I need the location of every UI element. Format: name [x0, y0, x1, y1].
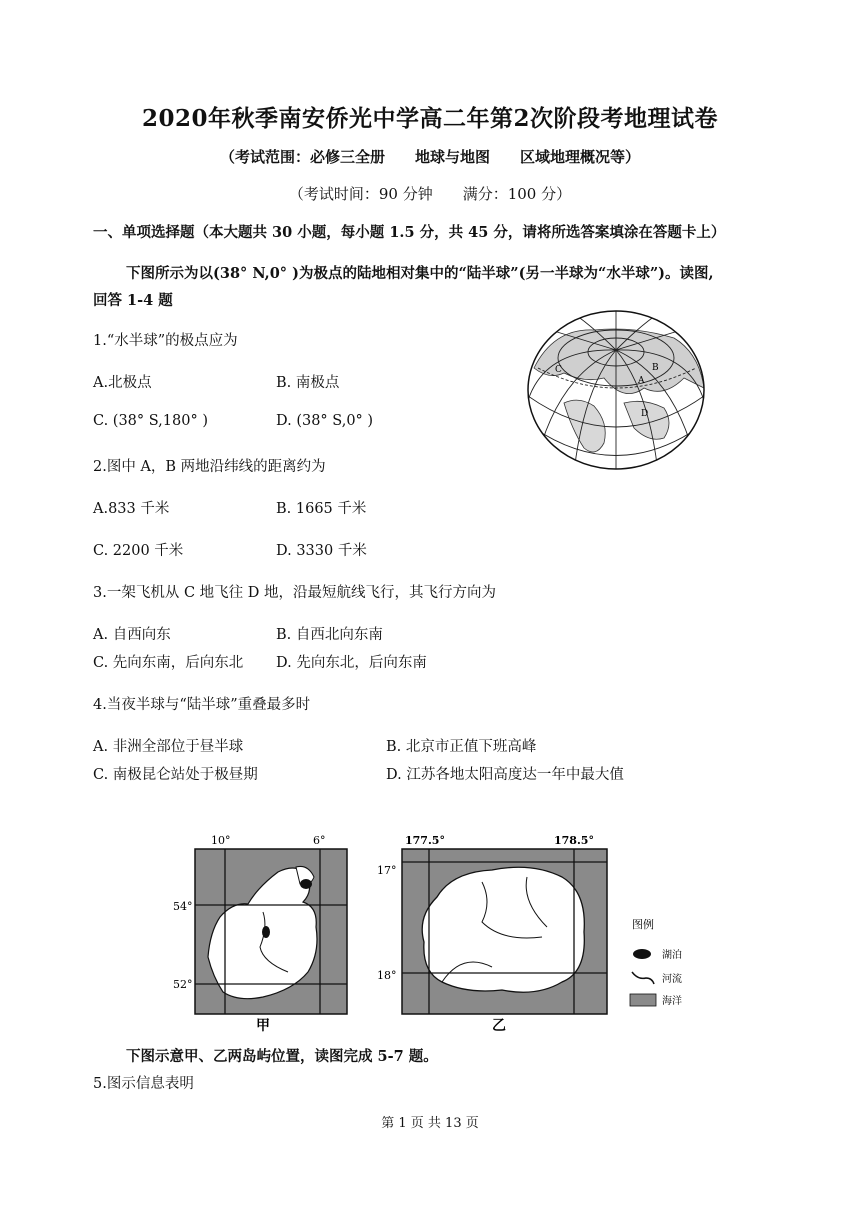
map-jia-lat-52: 52°: [173, 978, 193, 991]
map-yi-fiji: [372, 832, 622, 1032]
question-5-stem: 5.图示信息表明: [93, 1076, 194, 1092]
intro-q5-7: 下图示意甲、乙两岛屿位置，读图完成 5-7 题。: [126, 1048, 438, 1065]
map-jia-lat-54: 54°: [173, 900, 193, 913]
section-heading: 一、单项选择题（本大题共 30 小题，每小题 1.5 分，共 45 分，请将所选答案填涂在答题卡上）: [93, 224, 726, 241]
globe-label-d: D: [641, 409, 649, 419]
question-2-option-b: B. 1665 千米: [276, 501, 367, 517]
legend-lake-label: 湖泊: [662, 950, 682, 961]
map-jia-ireland: [168, 832, 358, 1032]
land-hemisphere-globe-figure: [524, 308, 708, 472]
map-jia-caption: 甲: [256, 1018, 270, 1032]
exam-time-score: （考试时间：90 分钟 满分：100 分）: [288, 185, 572, 203]
exam-scope: （考试范围：必修三全册 地球与地图 区域地理概况等）: [219, 148, 640, 166]
legend-river-label: 河流: [662, 974, 682, 985]
legend-ocean-label: 海洋: [662, 996, 682, 1007]
question-4-option-b: B. 北京市正值下班高峰: [386, 739, 537, 755]
map-jia-lon-10: 10°: [211, 834, 231, 847]
question-2-option-c: C. 2200 千米: [93, 543, 184, 559]
question-3-option-a: A. 自西向东: [93, 627, 171, 643]
legend-river-icon: [632, 972, 654, 984]
exam-title: 2020年秋季南安侨光中学高二年第2次阶段考地理试卷: [141, 105, 719, 132]
globe-label-a: A: [638, 376, 645, 386]
legend-title: 图例: [632, 918, 654, 931]
map-legend: [624, 912, 704, 1012]
map-yi-lat-17: 17°: [377, 864, 397, 877]
question-1-option-d: D. (38° S,0° ): [276, 413, 374, 429]
question-1-option-b: B. 南极点: [276, 375, 340, 391]
globe-label-b: B: [652, 363, 659, 373]
question-2-option-a: A.833 千米: [93, 501, 170, 517]
map-yi-lon-178-5: 178.5°: [554, 834, 594, 847]
map-yi-caption: 乙: [492, 1018, 506, 1032]
question-4-option-a: A. 非洲全部位于昼半球: [93, 739, 244, 755]
question-1-option-a: A.北极点: [93, 375, 152, 391]
map-yi-lon-177-5: 177.5°: [405, 834, 445, 847]
legend-lake-icon: [633, 949, 651, 959]
map-yi-lat-18: 18°: [377, 969, 397, 982]
question-3-stem: 3.一架飞机从 C 地飞往 D 地，沿最短航线飞行，其飞行方向为: [93, 585, 496, 601]
legend-ocean-icon: [630, 994, 656, 1006]
question-4-option-c: C. 南极昆仑站处于极昼期: [93, 767, 258, 783]
globe-graticule: [524, 308, 708, 472]
question-1-option-c: C. (38° S,180° ): [93, 413, 208, 429]
globe-label-c: C: [555, 365, 562, 375]
question-1-stem: 1.“水半球”的极点应为: [93, 333, 238, 349]
map-jia-lake: [300, 879, 312, 889]
question-4-option-d: D. 江苏各地太阳高度达一年中最大值: [386, 767, 624, 783]
map-jia-lon-6: 6°: [313, 834, 326, 847]
intro-q1-4-line2: 回答 1-4 题: [93, 292, 173, 309]
question-4-stem: 4.当夜半球与“陆半球”重叠最多时: [93, 697, 311, 713]
question-3-option-c: C. 先向东南，后向东北: [93, 655, 244, 671]
question-2-stem: 2.图中 A，B 两地沿纬线的距离约为: [93, 459, 326, 475]
question-2-option-d: D. 3330 千米: [276, 543, 367, 559]
intro-q1-4-line1: 下图所示为以(38° N,0° )为极点的陆地相对集中的“陆半球”(另一半球为“水半球”)。读图,: [126, 265, 714, 282]
page-footer: 第 1 页 共 13 页: [381, 1116, 479, 1131]
question-3-option-b: B. 自西北向东南: [276, 627, 383, 643]
question-3-option-d: D. 先向东北，后向东南: [276, 655, 427, 671]
